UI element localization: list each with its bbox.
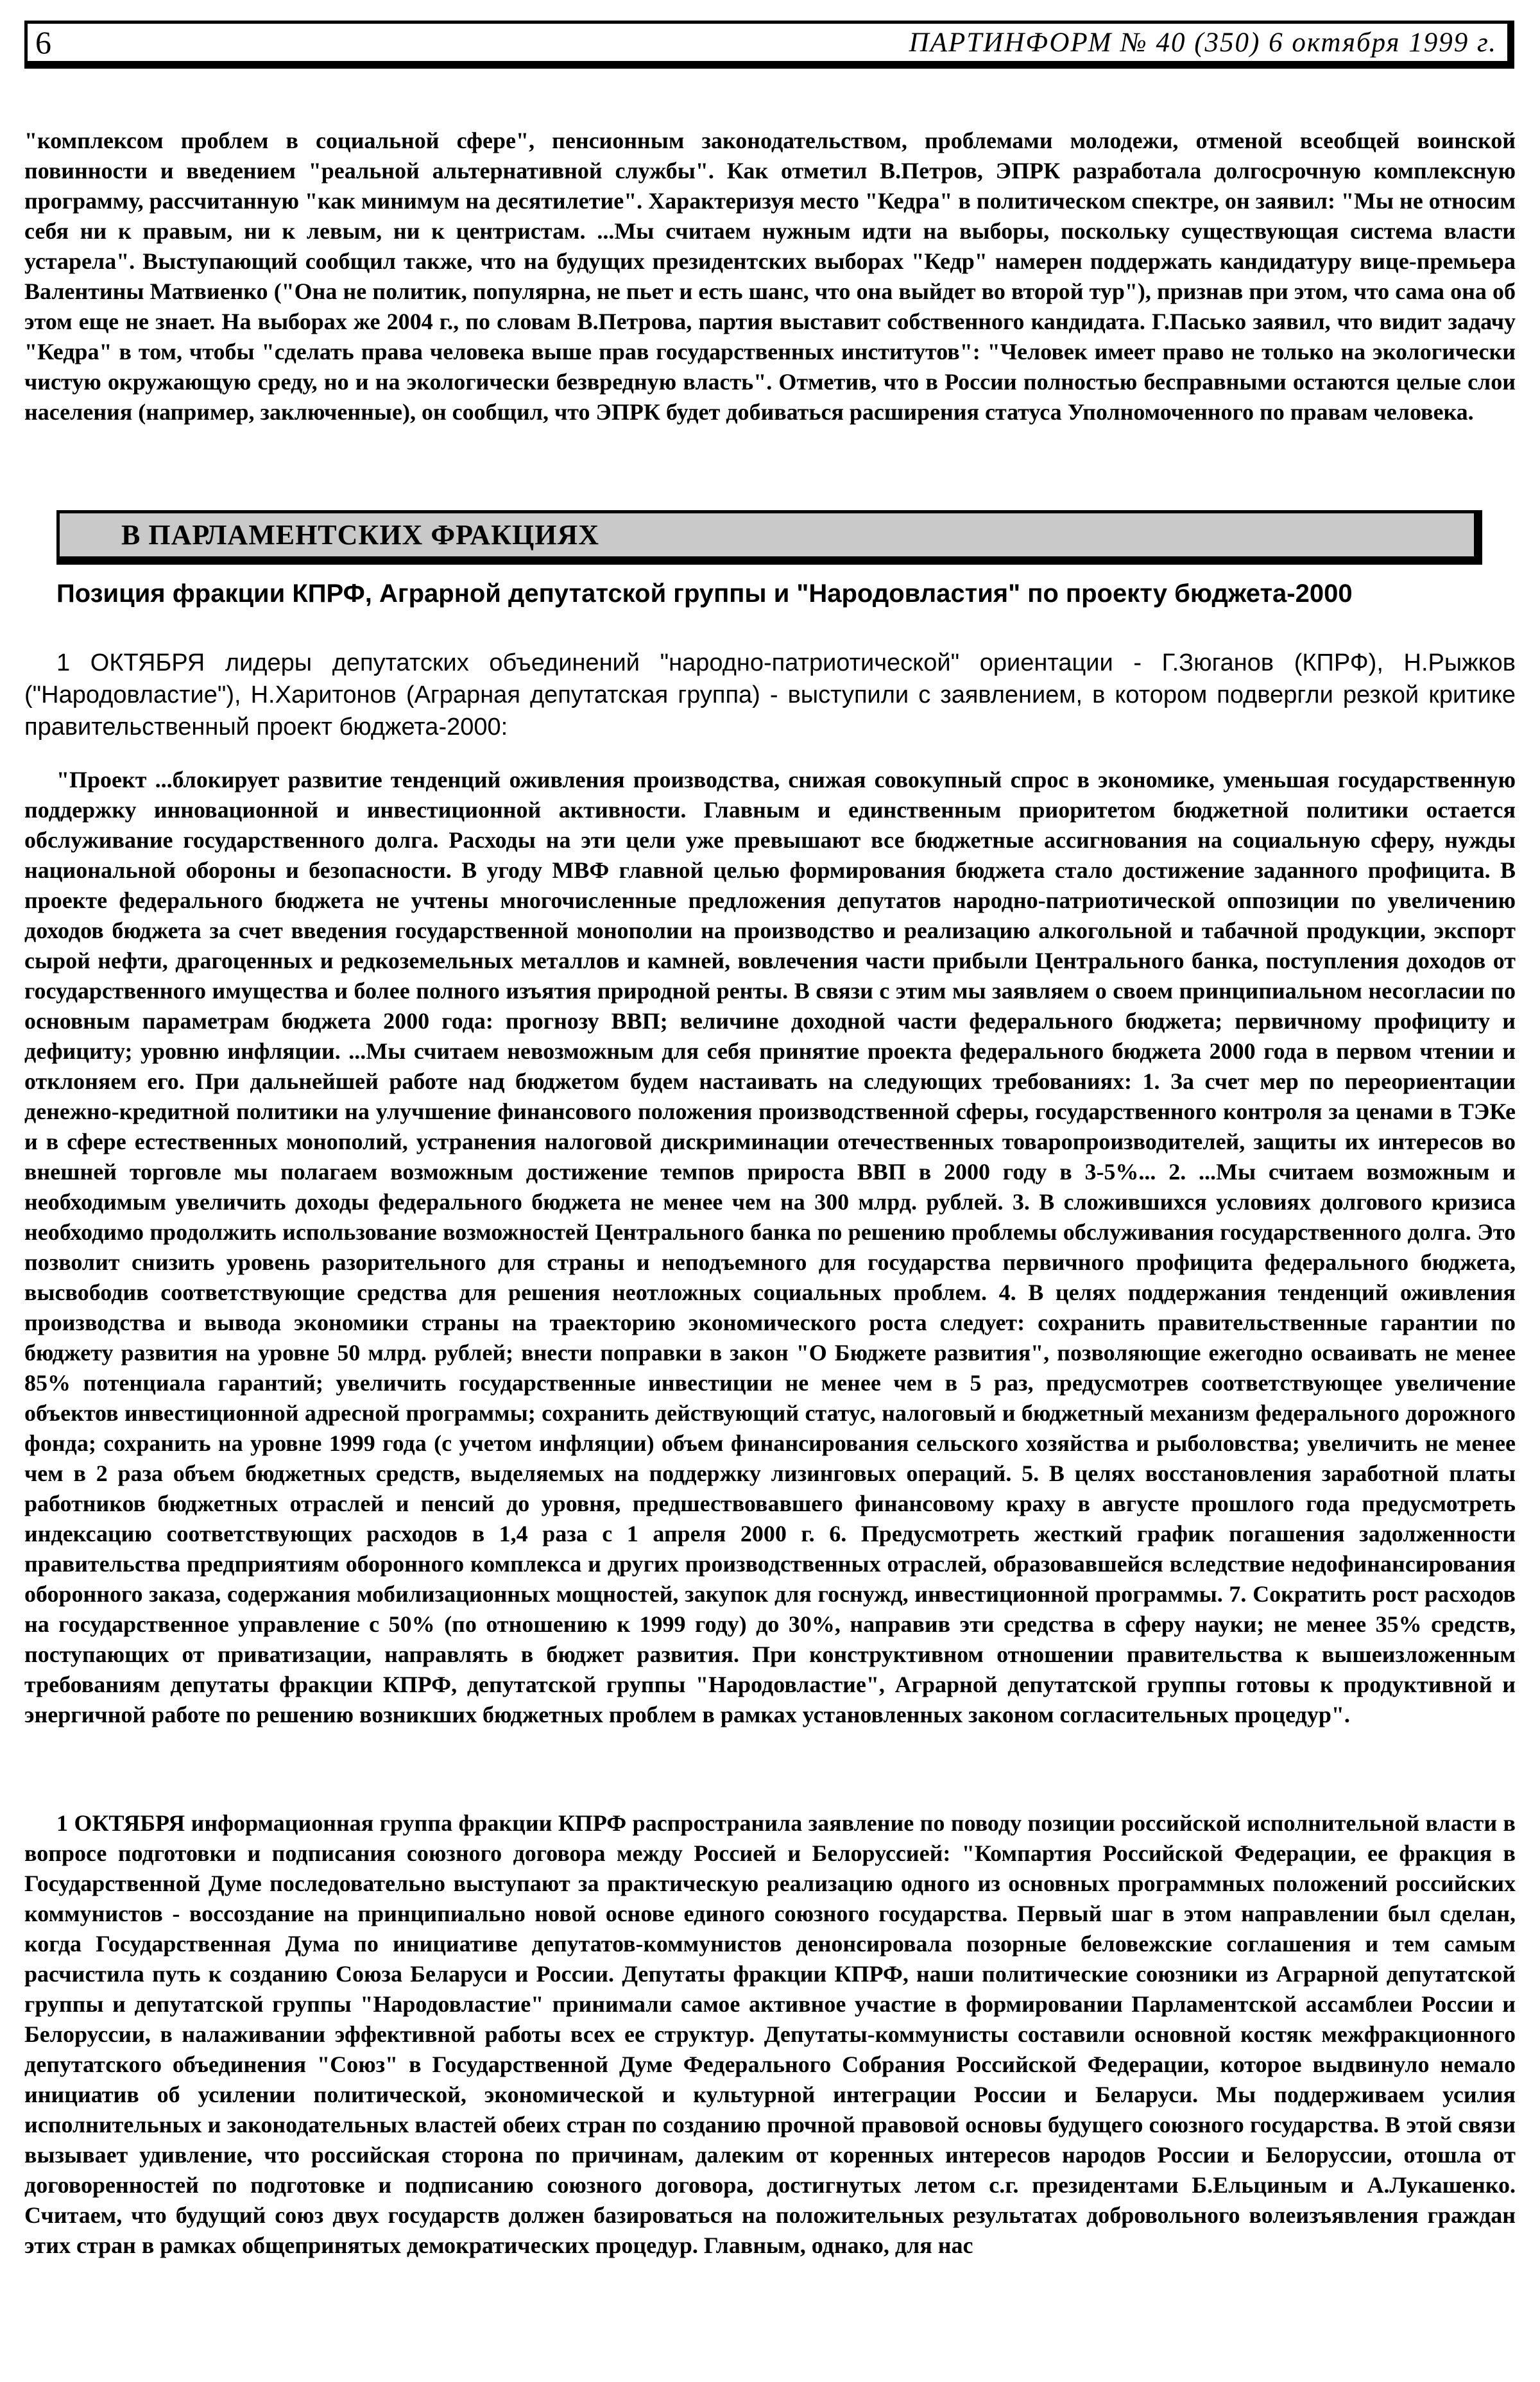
union-treaty-statement-paragraph: 1 ОКТЯБРЯ информационная группа фракции КПРФ распространила заявление по поводу позиции российской исполнительной власти в вопросе подготовки и подписания союзного договора между Россией и Белоруссией: "Компартия Российской Федерации, ее фракция в Государственной Думе последовательно выступают за практическую реализацию одного из основных программных положений российских коммунистов - воссоздание на принципиально новой основе единого союзного государства. Первый шаг в этом направлении был сделан, когда Государственная Дума по инициативе депутатов-коммунистов денонсировала позорные беловежские соглашения и тем самым расчистила путь к созданию Союза Беларуси и России. Депутаты фракции КПРФ, наши политические союзники из Аграрной депутатской группы и депутатской группы "Народовластие" принимали самое активное участие в формировании Парламентской ассамблеи России и Белоруссии, в налаживании эффективной работы всех ее структур. Депутаты-коммунисты составили основной костяк межфракционного депутатского объединения "Союз" в Государственной Думе Федерального Собрания Российской Федерации, которое выдвинуло немало инициатив об усилении политической, экономической и культурной интеграции России и Беларуси. Мы поддерживаем усилия исполнительных и законодательных властей обеих стран по созданию прочной правовой основы будущего союзного государства. В этой связи вызывает удивление, что российская сторона по причинам, далеким от коренных интересов народов России и Белоруссии, отошла от договоренностей по подготовке и подписанию союзного договора, достигнутых летом с.г. президентами Б.Ельциным и А.Лукашенко. Считаем, что будущий союз двух государств должен базироваться на положительных результатах добровольного волеизъявления граждан этих стран в рамках общепринятых демократических процедур. Главным, однако, для нас — [24, 1810, 1516, 2258]
section-title: В ПАРЛАМЕНТСКИХ ФРАКЦИЯХ — [121, 519, 600, 551]
page-number: 6 — [35, 24, 51, 60]
running-header — [24, 21, 1514, 69]
budget-statement-paragraph: "Проект ...блокирует развитие тенденций оживления производства, снижая совокупный спрос в экономике, уменьшая государственную поддержку инновационной и инвестиционной активности. Главным и единственным приоритетом бюджетной политики остается обслуживание государственного долга. Расходы на эти цели уже превышают все бюджетные ассигнования на социальную сферу, нужды национальной обороны и безопасности. В угоду МВФ главной целью формирования бюджета стало достижение заданного профицита. В проекте федерального бюджета не учтены многочисленные предложения депутатов народно-патриотической оппозиции по увеличению доходов бюджета за счет введения государственной монополии на производство и реализацию алкогольной и табачной продукции, экспорт сырой нефти, драгоценных и редкоземельных металлов и камней, вовлечения части прибыли Центрального банка, поступления доходов от государственного имущества и более полного изъятия природной ренты. В связи с этим мы заявляем о своем принципиальном несогласии по основным параметрам бюджета 2000 года: прогнозу ВВП; величине доходной части федерального бюджета; первичному профициту и дефициту; уровню инфляции. ...Мы считаем невозможным для себя принятие проекта федерального бюджета 2000 года в первом чтении и отклоняем его. При дальнейшей работе над бюджетом будем настаивать на следующих требованиях: 1. За счет мер по переориентации денежно-кредитной политики на улучшение финансового положения производственной сферы, государственного контроля за ценами в ТЭКе и в сфере естественных монополий, устранения налоговой дискриминации отечественных товаропроизводителей, защиты их интересов во внешней торговле мы полагаем возможным достижение темпов прироста ВВП в 2000 году в 3-5%... 2. ...Мы считаем возможным и необходимым увеличить доходы федерального бюджета не менее чем на 300 млрд. рублей. 3. В сложившихся условиях долгового кризиса необходимо продолжить использование возможностей Центрального банка по решению проблемы обслуживания государственного долга. Это позволит снизить уровень разорительного для страны и неподъемного для государства первичного профицита федерального бюджета, высвободив соответствующие средства для решения неотложных социальных проблем. 4. В целях поддержания тенденций оживления производства и вывода экономики страны на траекторию экономического роста следует: сохранить правительственные гарантии по бюджету развития на уровне 50 млрд. рублей; внести поправки в закон "О Бюджете развития", позволяющие ежегодно осваивать не менее 85% потенциала гарантий; увеличить государственные инвестиции не менее чем в 5 раз, предусмотрев соответствующее увеличение объектов инвестиционной адресной программы; сохранить действующий статус, налоговый и бюджетный механизм федерального дорожного фонда; сохранить на уровне 1999 года (с учетом инфляции) объем финансирования сельского хозяйства и рыболовства; увеличить не менее чем в 2 раза объем бюджетных средств, выделяемых на поддержку лизинговых операций. 5. В целях восстановления заработной платы работников бюджетных отраслей и пенсий до уровня, предшествовавшего финансовому краху в августе прошлого года предусмотреть индексацию соответствующих расходов в 1,4 раза с 1 апреля 2000 г. 6. Предусмотреть жесткий график погашения задолженности правительства предприятиям оборонного комплекса и других производственных отраслей, образовавшейся вследствие недофинансирования оборонного заказа, содержания мобилизационных мощностей, закупок для госнужд, инвестиционной программы. 7. Сократить рост расходов на государственное управление с 50% (по отношению к 1999 году) до 30%, направив эти средства в сферу науки; не менее 35% средств, поступающих от приватизации, направлять в бюджет развития. При конструктивном отношении правительства к вышеизложенным требованиям депутаты фракции КПРФ, депутатской группы "Народовластие", Аграрной депутатской группы готовы к продуктивной и энергичной работе по решению возникших бюджетных проблем в рамках установленных законом согласительных процедур". — [24, 767, 1516, 1727]
issue-title: ПАРТИНФОРМ № 40 (350) 6 октября 1999 г. — [909, 27, 1497, 58]
article-headline: Позиция фракции КПРФ, Аграрной депутатской группы и "Народовластия" по проекту бюджета-2000 — [56, 579, 1353, 608]
section-header-bar — [56, 510, 1482, 565]
article-intro-paragraph: 1 ОКТЯБРЯ лидеры депутатских объединений "народно-патриотической" ориентации - Г.Зюганов (КПРФ), Н.Рыжков ("Народовластие"), Н.Харитонов (Аграрная депутатская группа) - выступили с заявлением, в котором подвергли резкой критике правительственный проект бюджета-2000: — [24, 649, 1516, 741]
lead-paragraph: "комплексом проблем в социальной сфере", пенсионным законодательством, проблемами молодежи, отменой всеобщей воинской повинности и введением "реальной альтернативной службы". Как отметил В.Петров, ЭПРК разработала долгосрочную комплексную программу, рассчитанную "как минимум на десятилетие". Характеризуя место "Кедра" в политическом спектре, он заявил: "Мы не относим себя ни к правым, ни к левым, ни к центристам. ...Мы считаем нужным идти на выборы, поскольку существующая система власти устарела". Выступающий сообщил также, что на будущих президентских выборах "Кедр" намерен поддержать кандидатуру вице-премьера Валентины Матвиенко ("Она не политик, популярна, не пьет и есть шанс, что она выйдет во второй тур"), признав при этом, что сама она об этом еще не знает. На выборах же 2004 г., по словам В.Петрова, партия выставит собственного кандидата. Г.Пасько заявил, что видит задачу "Кедра" в том, чтобы "сделать права человека выше прав государственных институтов": "Человек имеет право не только на экологически чистую окружающую среду, но и на экологически безвредную власть". Отметив, что в России полностью бесправными остаются целые слои населения (например, заключенные), он сообщил, что ЭПРК будет добиваться расширения статуса Уполномоченного по правам человека. — [24, 128, 1516, 425]
